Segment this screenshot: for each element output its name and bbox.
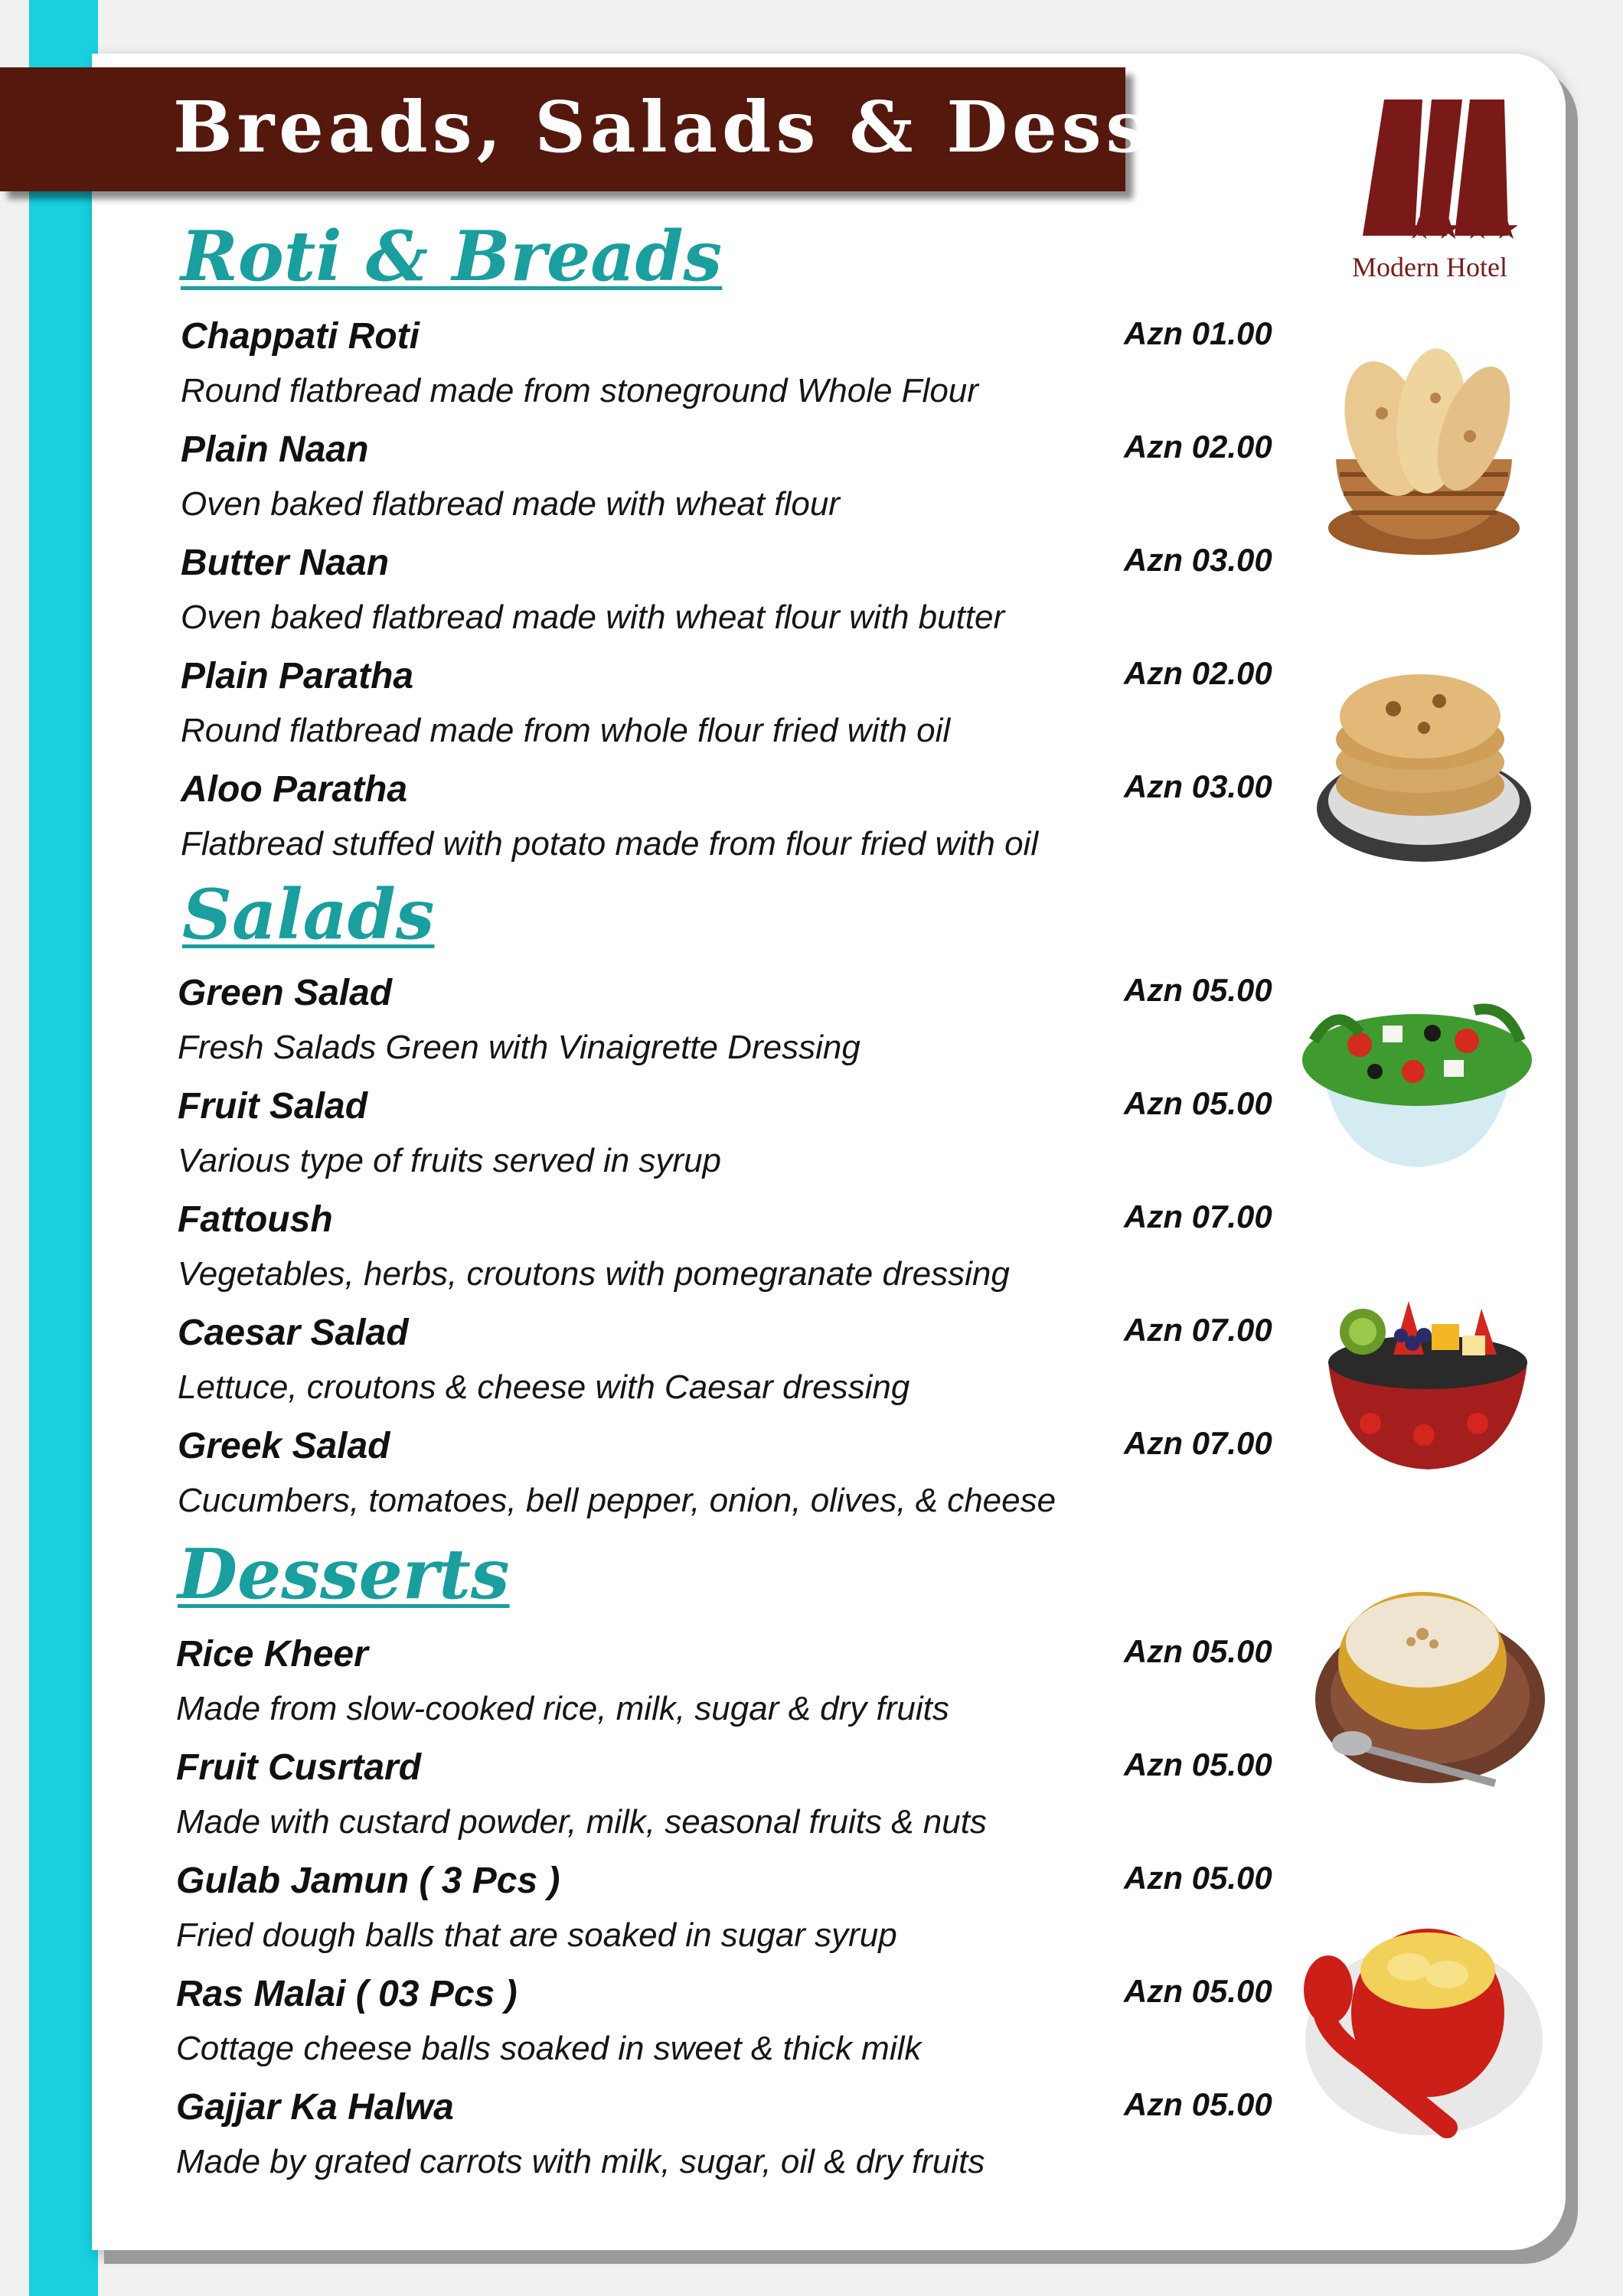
menu-item-price: Azn 03.00 bbox=[1124, 542, 1272, 578]
menu-item-name: Chappati Roti bbox=[181, 316, 420, 357]
menu-item-price: Azn 07.00 bbox=[1124, 1199, 1272, 1234]
menu-item-name: Plain Paratha bbox=[181, 656, 414, 696]
section-title-roti: Roti & Breads bbox=[181, 216, 723, 297]
menu-item-price: Azn 05.00 bbox=[1124, 2086, 1272, 2122]
menu-item-price: Azn 05.00 bbox=[1124, 1085, 1272, 1121]
menu-item-price: Azn 01.00 bbox=[1124, 315, 1272, 351]
menu-item-price: Azn 05.00 bbox=[1124, 1973, 1272, 2009]
menu-item-price: Azn 03.00 bbox=[1124, 768, 1272, 804]
menu-item-price: Azn 07.00 bbox=[1124, 1312, 1272, 1348]
menu-item-name: Plain Naan bbox=[181, 429, 369, 470]
kheer-bowl-image bbox=[1308, 1569, 1545, 1799]
menu-item-name: Fruit Salad bbox=[178, 1086, 368, 1127]
menu-item-name: Fruit Cusrtard bbox=[176, 1747, 422, 1788]
menu-item-description: Cucumbers, tomatoes, bell pepper, onion, olives, & cheese bbox=[178, 1482, 1056, 1519]
menu-item-description: Made by grated carrots with milk, sugar, oil & dry fruits bbox=[176, 2143, 985, 2180]
menu-item-description: Oven baked flatbread made with wheat flour with butter bbox=[181, 598, 1005, 636]
menu-item-description: Fried dough balls that are soaked in sugar syrup bbox=[176, 1916, 897, 1954]
menu-item-description: Round flatbread made from stoneground Whole Flour bbox=[181, 372, 978, 409]
menu-item-description: Fresh Salads Green with Vinaigrette Dressing bbox=[178, 1029, 860, 1066]
section-title-salads: Salads bbox=[182, 874, 435, 955]
left-accent-stripe bbox=[29, 0, 98, 2296]
menu-item-description: Various type of fruits served in syrup bbox=[178, 1142, 722, 1179]
menu-item-description: Vegetables, herbs, croutons with pomegranate dressing bbox=[178, 1255, 1010, 1293]
paratha-plate-image bbox=[1309, 655, 1539, 869]
menu-item-description: Round flatbread made from whole flour fried with oil bbox=[181, 712, 951, 749]
menu-item-description: Lettuce, croutons & cheese with Caesar dressing bbox=[178, 1368, 910, 1406]
logo-stars: ★★★★ bbox=[1406, 211, 1522, 246]
fruit-bowl-image bbox=[1317, 1270, 1539, 1477]
menu-item-price: Azn 02.00 bbox=[1124, 429, 1272, 465]
menu-item-price: Azn 05.00 bbox=[1124, 1746, 1272, 1782]
naan-basket-image bbox=[1309, 344, 1539, 566]
page-title: Breads, Salads & Dessert bbox=[173, 86, 1278, 168]
menu-item-name: Fattoush bbox=[178, 1199, 333, 1240]
logo-hotel-name: Modern Hotel bbox=[1352, 252, 1507, 282]
menu-item-price: Azn 05.00 bbox=[1124, 972, 1272, 1008]
menu-item-description: Cottage cheese balls soaked in sweet & thick milk bbox=[176, 2030, 922, 2067]
menu-item-description: Oven baked flatbread made with wheat flour bbox=[181, 485, 840, 523]
menu-item-name: Gulab Jamun ( 3 Pcs ) bbox=[176, 1861, 560, 1901]
menu-item-description: Made from slow-cooked rice, milk, sugar & dry fruits bbox=[176, 1690, 949, 1727]
menu-item-description: Flatbread stuffed with potato made from flour fried with oil bbox=[181, 825, 1039, 863]
menu-item-price: Azn 05.00 bbox=[1124, 1860, 1272, 1896]
menu-item-name: Caesar Salad bbox=[178, 1313, 409, 1353]
menu-item-description: Made with custard powder, milk, seasonal fruits & nuts bbox=[176, 1803, 987, 1841]
rasmalai-pot-image bbox=[1294, 1906, 1546, 2151]
menu-item-name: Ras Malai ( 03 Pcs ) bbox=[176, 1974, 518, 2014]
menu-item-name: Butter Naan bbox=[181, 543, 390, 583]
section-title-desserts: Desserts bbox=[178, 1534, 510, 1615]
menu-item-name: Gajjar Ka Halwa bbox=[176, 2087, 454, 2128]
menu-item-name: Rice Kheer bbox=[176, 1634, 368, 1675]
menu-item-name: Aloo Paratha bbox=[181, 769, 408, 810]
menu-item-name: Green Salad bbox=[178, 973, 393, 1013]
menu-item-price: Azn 02.00 bbox=[1124, 655, 1272, 691]
green-salad-bowl-image bbox=[1291, 972, 1543, 1179]
menu-item-price: Azn 05.00 bbox=[1124, 1633, 1272, 1669]
menu-item-name: Greek Salad bbox=[178, 1426, 390, 1466]
menu-item-price: Azn 07.00 bbox=[1124, 1425, 1272, 1461]
